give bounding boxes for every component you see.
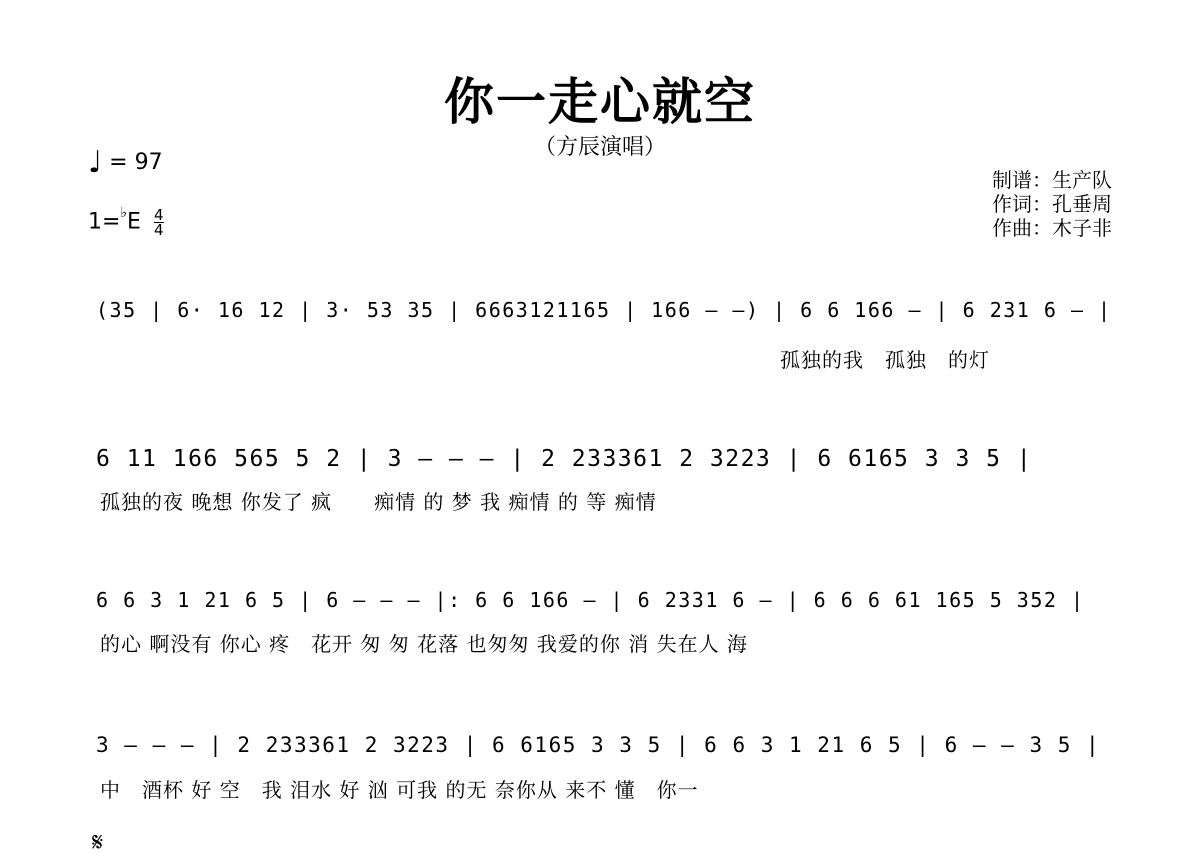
notation-line-2: 6 11 166 565 5 2 | 3 — — — | 2 233361 2 3223 | 6 6165 3 3 5 | (96, 446, 1033, 472)
segno-icon: 𝄋 (92, 828, 104, 858)
credits-block (992, 168, 1112, 240)
time-signature (154, 208, 164, 237)
performer-subtitle: （方辰演唱） (533, 135, 666, 160)
tempo-value: = 97 (109, 150, 163, 175)
credit-notation: 制谱：生产队 (992, 168, 1112, 192)
lyrics-line-1: 孤独的我 孤独 的灯 (780, 348, 990, 372)
notation-line-3: 6 6 3 1 21 6 5 | 6 — — — |: 6 6 166 — | 6 2331 6 — | 6 6 6 61 165 5 352 | (96, 588, 1085, 612)
key-note: E (127, 209, 141, 235)
time-top: 4 (153, 206, 164, 224)
credit-composer: 作曲：木子非 (992, 216, 1112, 240)
key-prefix: 1= (88, 209, 121, 235)
notation-line-1: (35 | 6· 16 12 | 3· 53 35 | 6663121165 | 166 — —) | 6 6 166 — | 6 231 6 — | (96, 298, 1112, 322)
tempo-marking (88, 145, 163, 180)
lyrics-line-4: 中 酒杯 好 空 我 泪水 好 汹 可我 的无 奈你从 来不 懂 你一 (100, 778, 699, 802)
lyrics-line-2: 孤独的夜 晚想 你发了 疯 痴情 的 梦 我 痴情 的 等 痴情 (100, 490, 657, 514)
notation-line-4: 3 — — — | 2 233361 2 3223 | 6 6165 3 3 5 | 6 6 3 1 21 6 5 | 6 — — 3 5 | (96, 733, 1101, 757)
key-signature (88, 204, 164, 239)
quarter-note-icon: ♩ (88, 145, 103, 180)
flat-icon: ♭ (120, 204, 128, 221)
time-bottom: 4 (153, 221, 164, 239)
page-title: 你一走心就空 (444, 73, 756, 131)
lyrics-line-3: 的心 啊没有 你心 疼 花开 匆 匆 花落 也匆匆 我爱的你 消 失在人 海 (100, 632, 748, 656)
credit-lyricist: 作词：孔垂周 (992, 192, 1112, 216)
